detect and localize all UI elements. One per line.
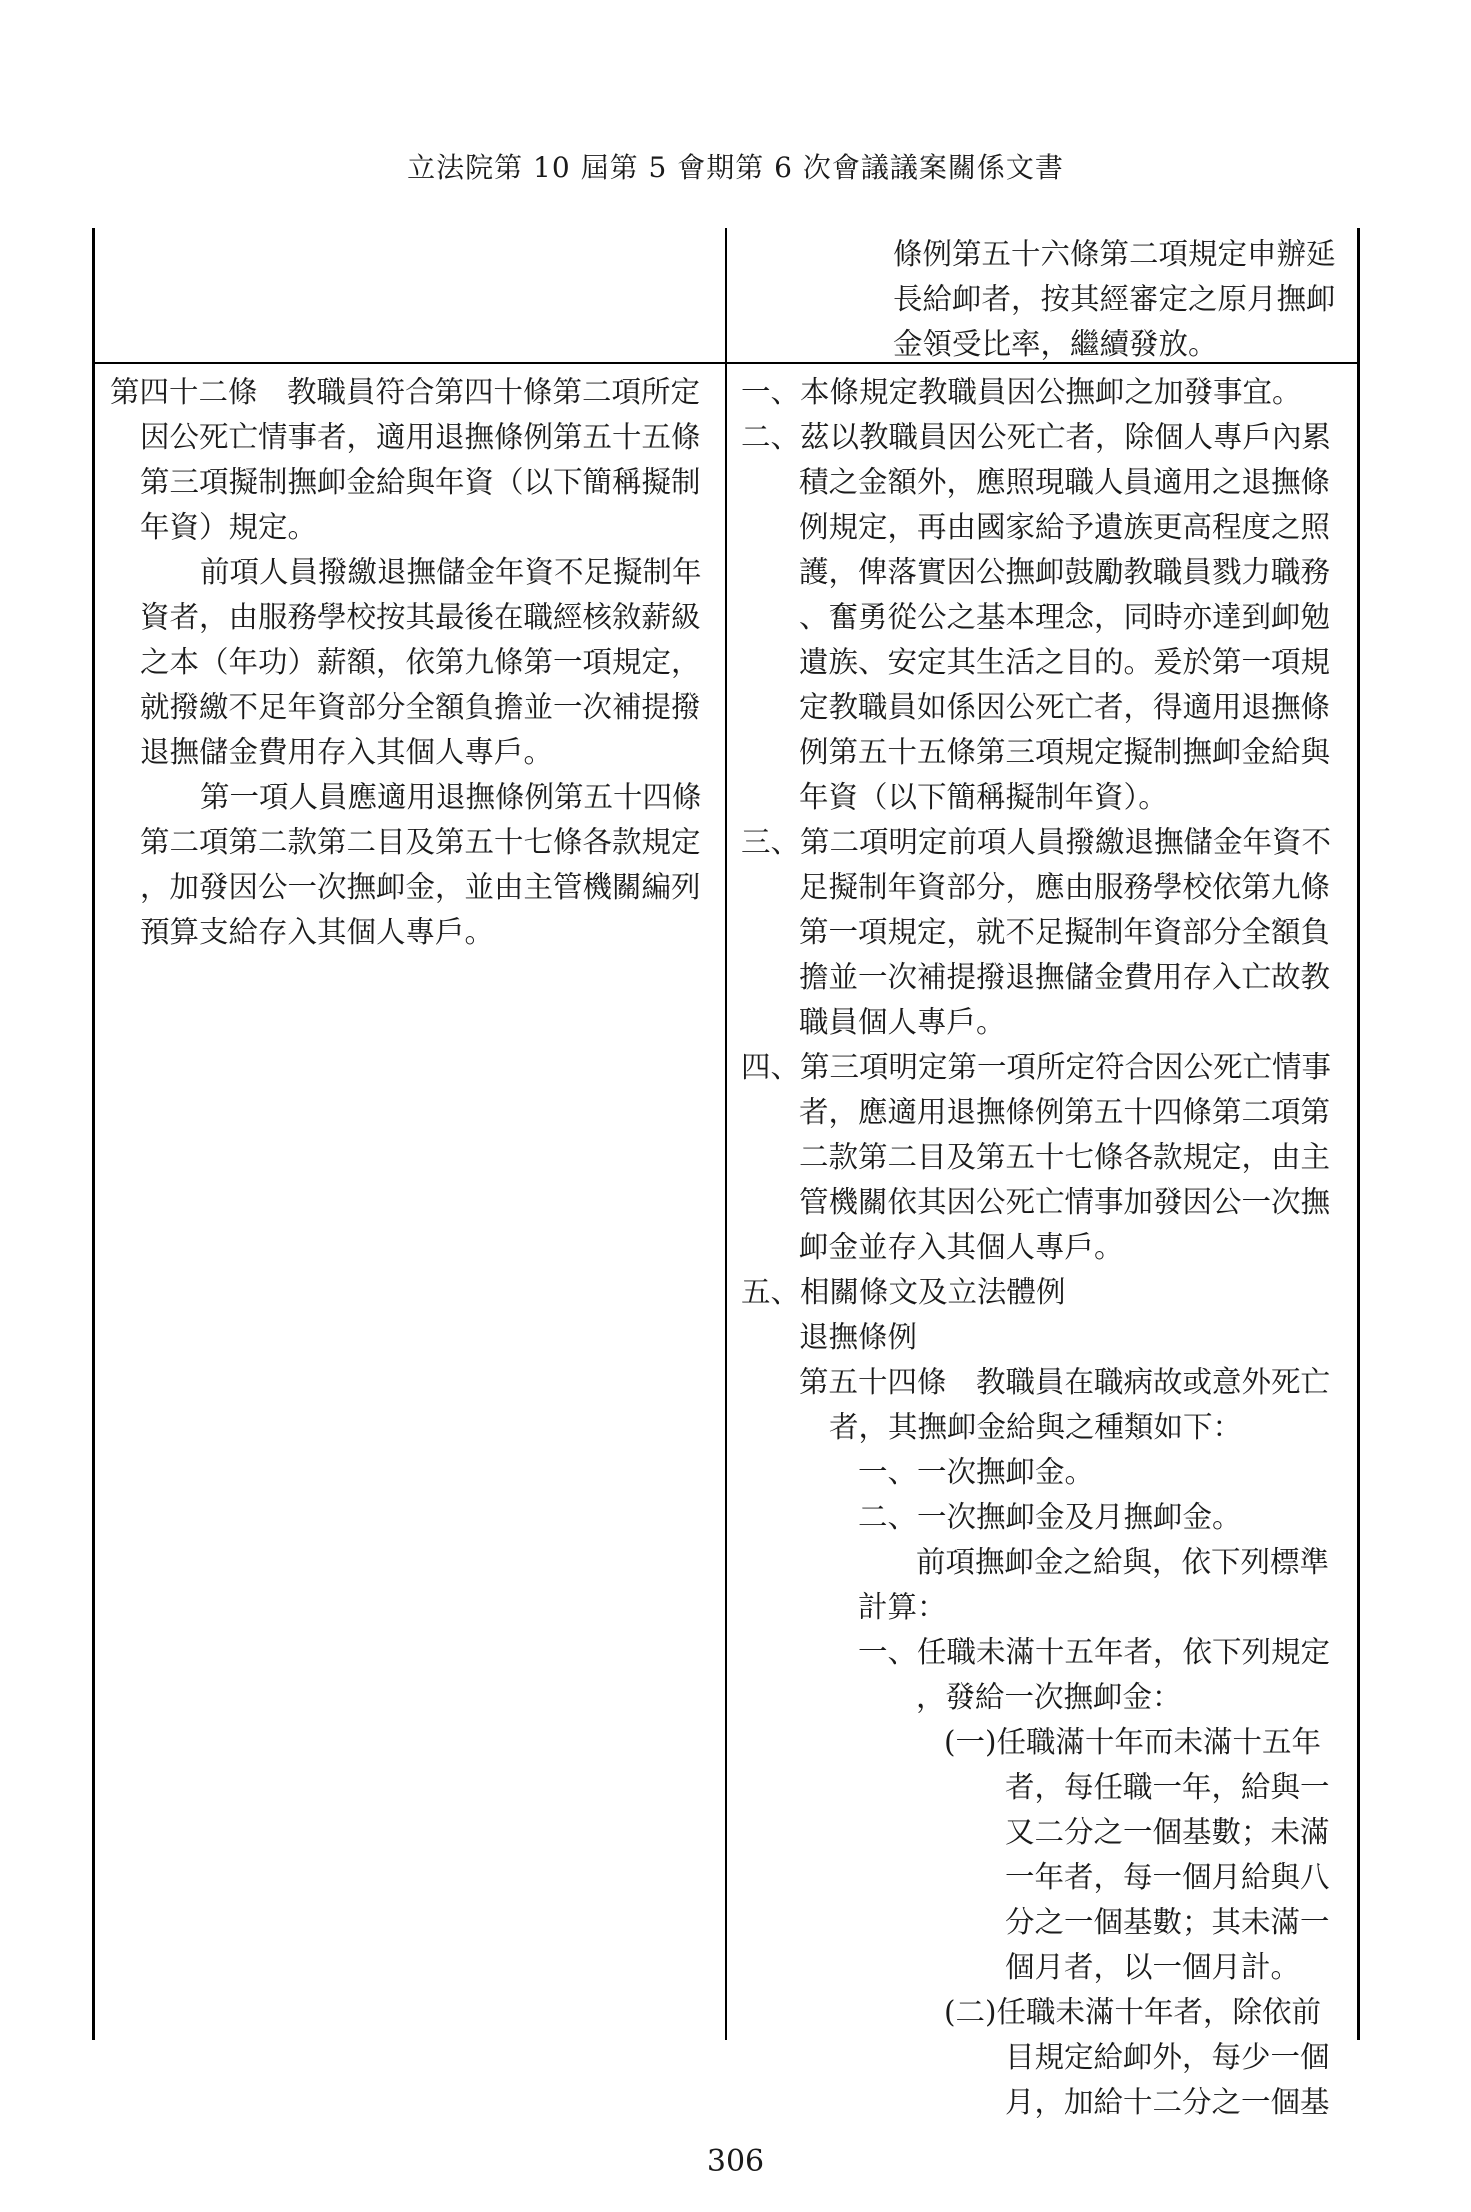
explanation-line: 退撫條例 (799, 1320, 918, 1354)
explanation-line: 第五十四條 教職員在職病故或意外死亡 (799, 1365, 1331, 1399)
explanation-line: 定教職員如係因公死亡者，得適用退撫條 (799, 690, 1331, 724)
explanation-line: 一年者，每一個月給與八 (1005, 1860, 1330, 1894)
explanation-line: 遺族、安定其生活之目的。爰於第一項規 (799, 645, 1331, 679)
explanation-line: 積之金額外，應照現職人員適用之退撫條 (799, 465, 1331, 499)
article-line: 第二項第二款第二目及第五十七條各款規定 (140, 825, 701, 859)
article-line: 資者，由服務學校按其最後在職經核敘薪級 (140, 600, 701, 634)
article-line: 退撫儲金費用存入其個人專戶。 (140, 735, 554, 769)
explanation-line: 一、本條規定教職員因公撫卹之加發事宜。 (741, 375, 1302, 409)
explanation-line: 者，每任職一年，給與一 (1005, 1770, 1330, 1804)
explanation-line: 五、相關條文及立法體例 (741, 1275, 1066, 1309)
article-line: 年資）規定。 (140, 510, 318, 544)
article-line: 第一項人員應適用退撫條例第五十四條 (200, 780, 702, 814)
article-line: ，加發因公一次撫卹金，並由主管機關編列 (140, 870, 701, 904)
explanation-line: 分之一個基數；其未滿一 (1005, 1905, 1330, 1939)
article-line: 預算支給存入其個人專戶。 (140, 915, 495, 949)
explanation-line: 一、一次撫卹金。 (858, 1455, 1095, 1489)
table-column-divider (725, 228, 727, 2040)
explanation-line: 月，加給十二分之一個基 (1005, 2085, 1330, 2119)
explanation-line: 例規定，再由國家給予遺族更高程度之照 (799, 510, 1331, 544)
explanation-line: 例第五十五條第三項規定擬制撫卹金給與 (799, 735, 1331, 769)
explanation-line: 二、一次撫卹金及月撫卹金。 (858, 1500, 1242, 1534)
explanation-line: 護，俾落實因公撫卹鼓勵教職員戮力職務 (799, 555, 1331, 589)
article-line: 第三項擬制撫卹金給與年資（以下簡稱擬制 (140, 465, 701, 499)
explanation-line: 擔並一次補提撥退撫儲金費用存入亡故教 (799, 960, 1331, 994)
explanation-line: 、奮勇從公之基本理念，同時亦達到卹勉 (799, 600, 1331, 634)
explanation-line: 二、茲以教職員因公死亡者，除個人專戶內累 (741, 420, 1332, 454)
explanation-line: 年資（以下簡稱擬制年資）。 (799, 780, 1168, 814)
table-right-border (1357, 228, 1360, 2040)
table-row-divider (92, 362, 1360, 364)
explanation-line: 職員個人專戶。 (799, 1005, 1006, 1039)
article-line: 第四十二條 教職員符合第四十條第二項所定 (110, 375, 701, 409)
explanation-line: 目規定給卹外，每少一個 (1005, 2040, 1330, 2074)
explanation-line: 個月者，以一個月計。 (1005, 1950, 1301, 1984)
explanation-line: ，發給一次撫卹金： (916, 1680, 1182, 1714)
page-number: 306 (706, 2144, 765, 2179)
explanation-line: 又二分之一個基數；未滿 (1005, 1815, 1330, 1849)
explanation-line: 第一項規定，就不足擬制年資部分全額負 (799, 915, 1331, 949)
explanation-line: 足擬制年資部分，應由服務學校依第九條 (799, 870, 1331, 904)
explanation-line: (一)任職滿十年而未滿十五年 (944, 1725, 1322, 1759)
explanation-line: 者，其撫卹金給與之種類如下： (829, 1410, 1243, 1444)
explanation-line: 四、第三項明定第一項所定符合因公死亡情事 (741, 1050, 1332, 1084)
document-header: 立法院第 10 屆第 5 會期第 6 次會議議案關係文書 (407, 151, 1064, 184)
explanation-line: 管機關依其因公死亡情事加發因公一次撫 (799, 1185, 1331, 1219)
explanation-line: 二款第二目及第五十七條各款規定，由主 (799, 1140, 1331, 1174)
continuation-line: 條例第五十六條第二項規定申辦延 (893, 237, 1336, 271)
explanation-line: 三、第二項明定前項人員撥繳退撫儲金年資不 (741, 825, 1332, 859)
article-line: 因公死亡情事者，適用退撫條例第五十五條 (140, 420, 701, 454)
continuation-line: 金領受比率，繼續發放。 (893, 327, 1218, 361)
article-line: 之本（年功）薪額，依第九條第一項規定， (140, 645, 701, 679)
explanation-line: 一、任職未滿十五年者，依下列規定 (858, 1635, 1331, 1669)
explanation-line: (二)任職未滿十年者，除依前 (944, 1995, 1322, 2029)
explanation-line: 計算： (858, 1590, 947, 1624)
article-line: 前項人員撥繳退撫儲金年資不足擬制年 (200, 555, 702, 589)
explanation-line: 前項撫卹金之給與，依下列標準 (916, 1545, 1330, 1579)
continuation-line: 長給卹者，按其經審定之原月撫卹 (893, 282, 1336, 316)
article-line: 就撥繳不足年資部分全額負擔並一次補提撥 (140, 690, 701, 724)
table-left-border (92, 228, 95, 2040)
explanation-line: 卹金並存入其個人專戶。 (799, 1230, 1124, 1264)
explanation-line: 者，應適用退撫條例第五十四條第二項第 (799, 1095, 1331, 1129)
